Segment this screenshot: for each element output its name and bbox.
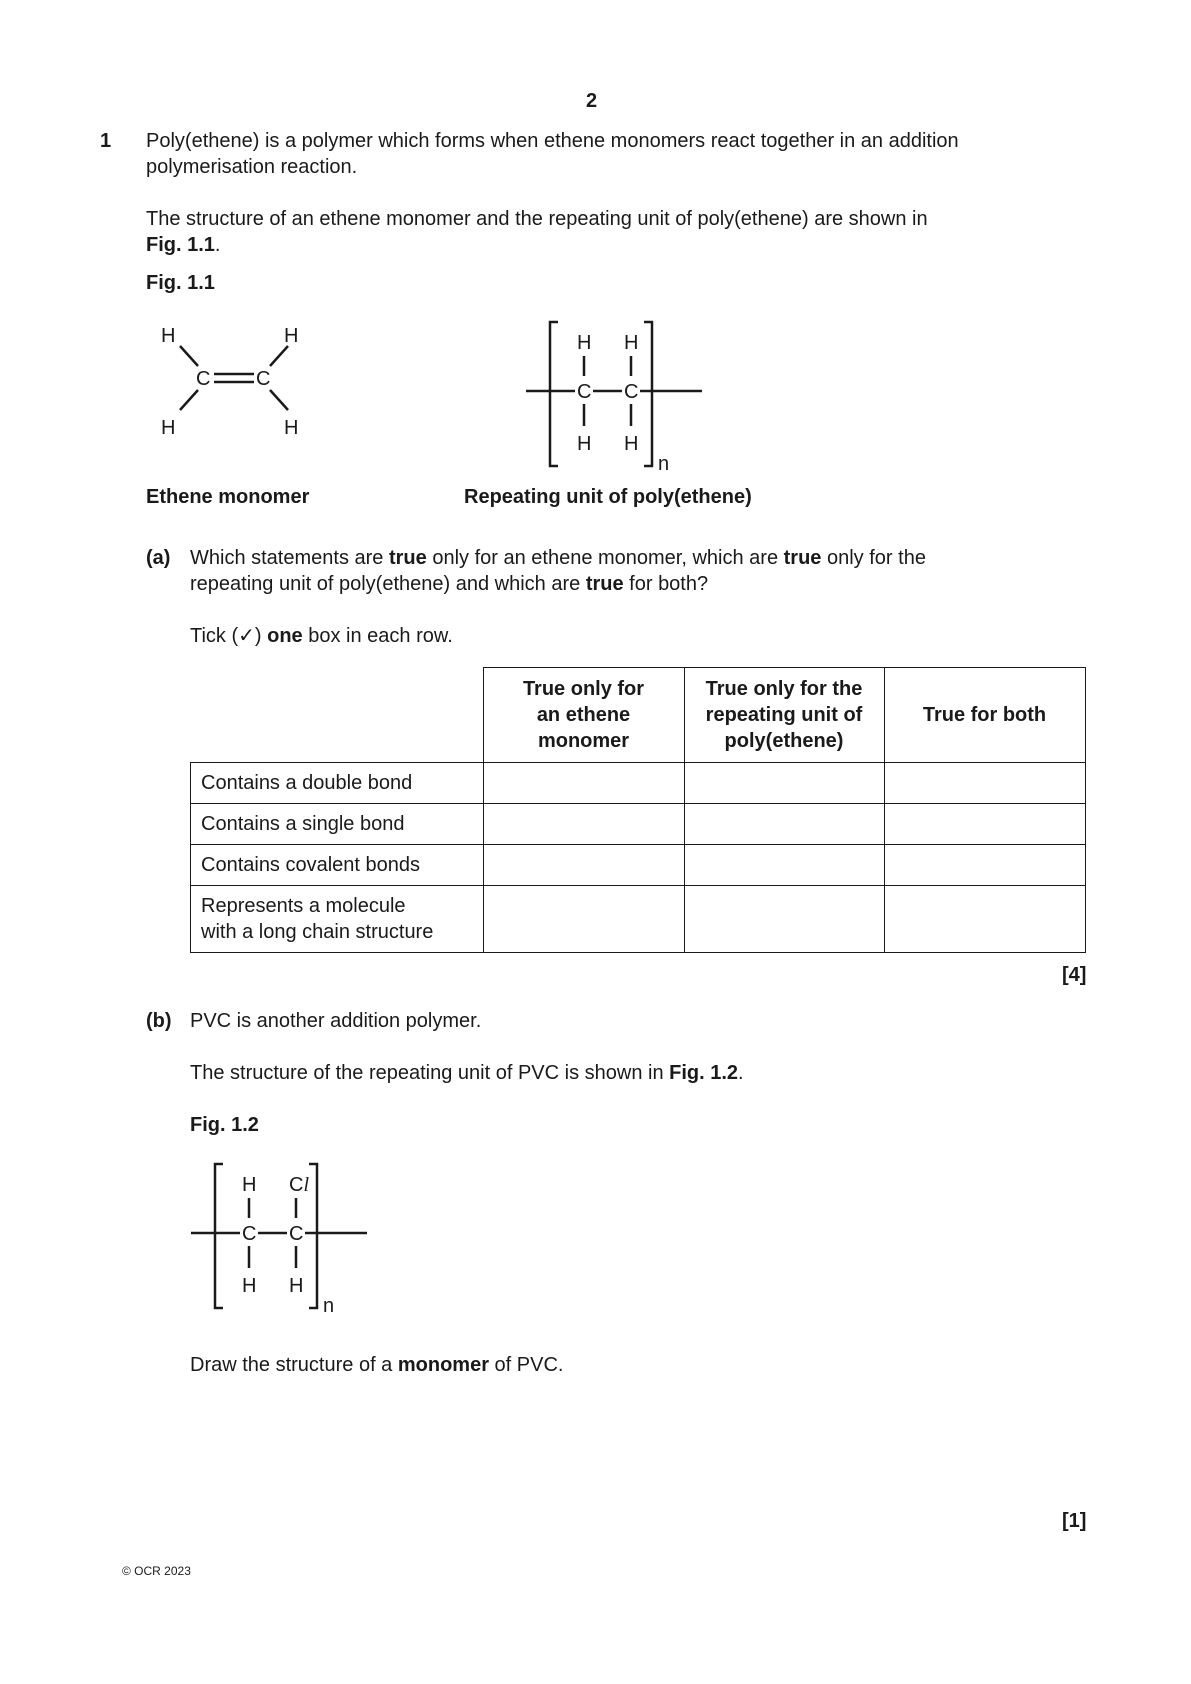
text-run-bold: true: [585, 573, 624, 595]
right-bracket: [309, 1164, 317, 1308]
part-a-marks: [4]: [1062, 964, 1087, 986]
header-line: True for both: [922, 704, 1047, 726]
part-a-label: (a): [146, 547, 171, 569]
fig-ref: Fig. 1.1: [146, 234, 215, 256]
text-run-bold: one: [267, 625, 303, 647]
atom-c-right: C: [256, 368, 271, 390]
header-ethene-monomer: [483, 668, 684, 763]
left-bracket: [550, 322, 558, 466]
atom-h: H: [577, 332, 592, 354]
text-run: box in each row.: [302, 625, 453, 647]
header-line: True only for: [522, 678, 645, 700]
atom-c: C: [289, 1223, 304, 1245]
tick-box-both[interactable]: [884, 763, 1085, 804]
intro-line-2: polymerisation reaction.: [146, 156, 358, 178]
text-run: Draw the structure of a: [190, 1354, 398, 1376]
intro-line-1: Poly(ethene) is a polymer which forms when ethene monomers react together in an addition: [146, 130, 959, 152]
polyethene-repeat-unit-diagram: [520, 318, 720, 478]
structure-line-1: The structure of an ethene monomer and the repeating unit of poly(ethene) are shown in: [146, 208, 928, 230]
text-run: Which statements are: [190, 547, 389, 569]
table-row: [191, 763, 1086, 804]
text-run: only for an ethene monomer, which are: [426, 547, 784, 569]
atom-h: H: [624, 332, 639, 354]
bond: [270, 346, 288, 366]
atom-c: C: [624, 381, 639, 403]
tick-box-both[interactable]: [884, 886, 1085, 953]
bond: [180, 390, 198, 410]
statement-cell: Contains a single bond: [191, 804, 484, 845]
statement-cell: Contains a double bond: [191, 763, 484, 804]
atom-cl-text: C: [289, 1174, 304, 1196]
table-header-row: [191, 668, 1086, 763]
atom-cl: [289, 1174, 309, 1196]
atom-h-bottom-left: H: [161, 417, 176, 439]
atom-c-left: C: [196, 368, 211, 390]
header-line: an ethene: [536, 704, 631, 726]
text-run-bold: Fig. 1.2: [669, 1062, 739, 1084]
part-b-line-1: PVC is another addition polymer.: [190, 1010, 482, 1032]
text-run-bold: true: [388, 547, 427, 569]
fig1-caption-right: Repeating unit of poly(ethene): [464, 486, 752, 508]
part-a-line-2: [190, 571, 1090, 597]
atom-h: H: [242, 1275, 257, 1297]
header-blank-cell: [191, 668, 484, 763]
text-run: only for the: [821, 547, 926, 569]
atom-c: C: [577, 381, 592, 403]
atom-h-top-right: H: [284, 325, 299, 347]
question-number: 1: [100, 130, 112, 152]
atom-h: H: [289, 1275, 304, 1297]
text-run: .: [738, 1062, 744, 1084]
statements-table: [190, 667, 1086, 953]
ethene-monomer-diagram: [150, 320, 320, 450]
tick-box-both[interactable]: [884, 804, 1085, 845]
header-line: poly(ethene): [724, 730, 844, 752]
structure-line-2: [146, 232, 1106, 258]
text-run: for both?: [623, 573, 709, 595]
right-bracket: [644, 322, 652, 466]
text-run: The structure of the repeating unit of PVC is shown in: [190, 1062, 670, 1084]
header-line: monomer: [537, 730, 630, 752]
text-run-bold: true: [783, 547, 822, 569]
atom-h: H: [624, 433, 639, 455]
draw-instruction: [190, 1352, 563, 1378]
answer-drawing-area[interactable]: [190, 1390, 1070, 1500]
question-intro: [146, 128, 1106, 180]
fig1-caption-left: Ethene monomer: [146, 486, 310, 508]
text-run: Tick (✓): [190, 625, 268, 647]
bond: [180, 346, 198, 366]
statement-line: with a long chain structure: [201, 921, 434, 943]
fig2-label: Fig. 1.2: [190, 1114, 259, 1136]
text-run: of PVC.: [489, 1354, 564, 1376]
tick-box-monomer[interactable]: [483, 886, 684, 953]
fig1-label: Fig. 1.1: [146, 272, 215, 294]
tick-box-repeating-unit[interactable]: [684, 886, 884, 953]
table-row: [191, 845, 1086, 886]
tick-box-repeating-unit[interactable]: [684, 845, 884, 886]
table-row: [191, 804, 1086, 845]
atom-h: H: [242, 1174, 257, 1196]
atom-h-bottom-right: H: [284, 417, 299, 439]
subscript-n: n: [658, 453, 670, 475]
statement-cell: Contains covalent bonds: [191, 845, 484, 886]
structure-end: .: [214, 234, 221, 256]
tick-box-monomer[interactable]: [483, 763, 684, 804]
atom-h: H: [577, 433, 592, 455]
header-line: repeating unit of: [705, 704, 863, 726]
tick-box-repeating-unit[interactable]: [684, 763, 884, 804]
part-b-label: (b): [146, 1010, 172, 1032]
part-b-line-2: [190, 1060, 744, 1086]
text-run: repeating unit of poly(ethene) and which are: [190, 573, 586, 595]
copyright-footer: © OCR 2023: [122, 1564, 191, 1578]
part-a-line-1: [190, 545, 1090, 571]
tick-box-monomer[interactable]: [483, 845, 684, 886]
header-line: True only for the: [705, 678, 863, 700]
part-a-question: [190, 545, 1090, 597]
atom-h-top-left: H: [161, 325, 176, 347]
text-run-bold: monomer: [397, 1354, 489, 1376]
table-row: [191, 886, 1086, 953]
part-b-marks: [1]: [1062, 1510, 1087, 1532]
header-repeating-unit: [684, 668, 884, 763]
tick-box-both[interactable]: [884, 845, 1085, 886]
tick-box-monomer[interactable]: [483, 804, 684, 845]
page-number: 2: [586, 90, 598, 112]
statement-cell: [191, 886, 484, 953]
atom-c: C: [242, 1223, 257, 1245]
subscript-n: n: [323, 1295, 335, 1317]
atom-cl-l: l: [303, 1174, 310, 1196]
statement-line: Represents a molecule: [201, 895, 406, 917]
bond: [270, 390, 288, 410]
structure-text: [146, 206, 1106, 258]
left-bracket: [215, 1164, 223, 1308]
tick-instruction: [190, 623, 453, 649]
pvc-repeat-unit-diagram: [185, 1160, 385, 1320]
header-true-for-both: [884, 668, 1085, 763]
tick-box-repeating-unit[interactable]: [684, 804, 884, 845]
